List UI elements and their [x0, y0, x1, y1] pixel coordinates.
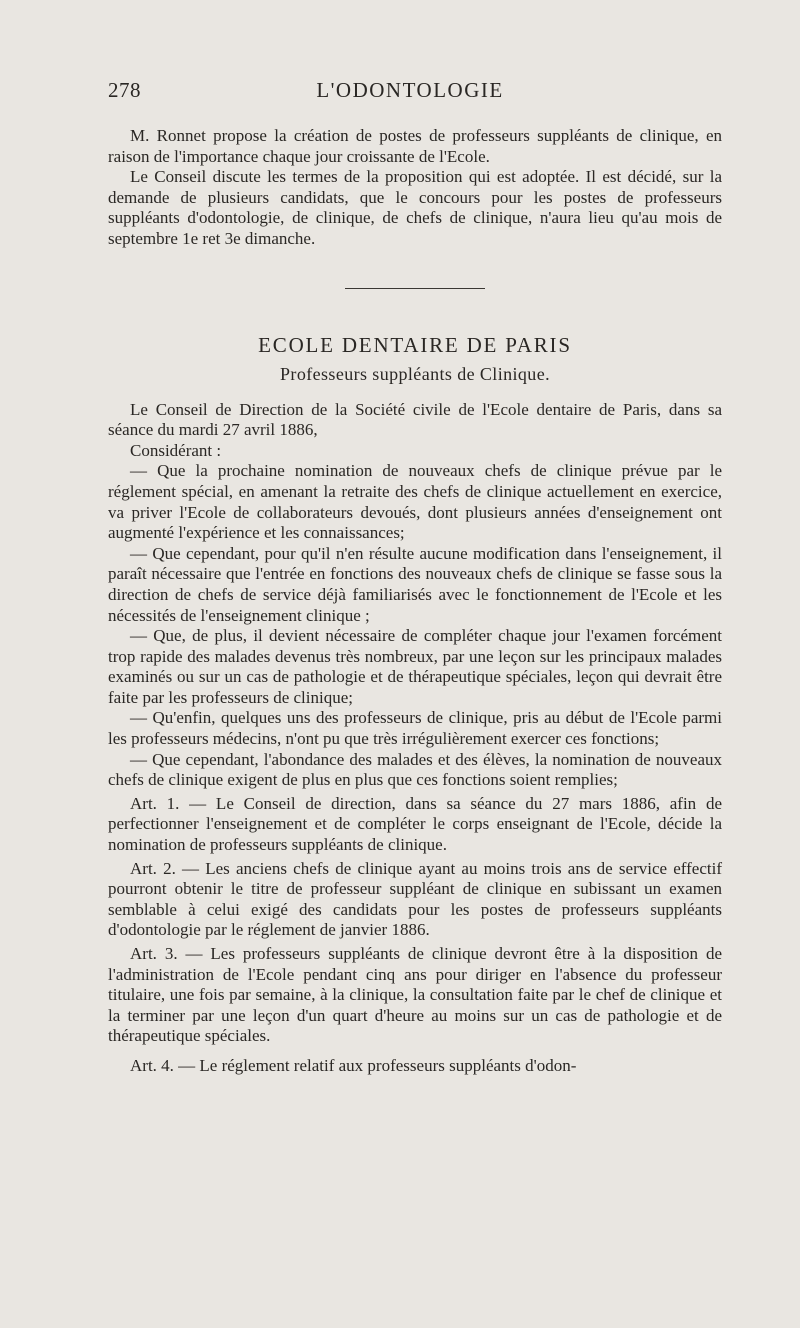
considerant-3: — Que, de plus, il devient nécessaire de compléter chaque jour l'examen forcément trop rapide des malades devenus très nombreux, par une leçon sur les principaux malades examinés ou sur un cas de pathologie et de thérapeutique spéciales, leçon qui devrait être faite par les professeurs de clinique; — [108, 626, 722, 707]
section-divider — [345, 288, 485, 289]
article-3: Art. 3. — Les professeurs suppléants de clinique devront être à la disposition de l'administration de l'Ecole pendant cinq ans pour diriger en l'absence du professeur titulaire, une fois par semaine, à la clinique, la consultation faite par le chef de clinique et la terminer par une leçon d'un quart d'heure au moins sur un cas de pathologie et de thérapeutique spéciales. — [108, 944, 722, 1046]
considerant-2: — Que cependant, pour qu'il n'en résulte aucune modification dans l'enseignement, il paraît nécessaire que l'entrée en fonctions des nouveaux chefs de clinique se fasse sous la direction de chefs de service déjà familiarisés avec le fonctionnement de l'Ecole et les nécessités de l'enseignement clinique ; — [108, 543, 722, 625]
page-number: 278 — [108, 78, 141, 102]
book-page — [108, 78, 722, 1077]
running-title: L'ODONTOLOGIE — [316, 78, 504, 102]
intro-paragraph-1: M. Ronnet propose la création de postes de professeurs suppléants de clinique, en raison de l'importance chaque jour croissante de l'Ecole. — [108, 126, 722, 166]
considerant-1: — Que la prochaine nomination de nouveaux chefs de clinique prévue par le réglement spécial, en amenant la retraite des chefs de clinique actuellement en exercice, va priver l'Ecole de collaborateurs devoués, dont plusieurs années d'enseignement ont augmenté l'expérience et les connaissances; — [108, 461, 722, 543]
article-1: Art. 1. — Le Conseil de direction, dans sa séance du 27 mars 1886, afin de perfectionner l'enseignement et de compléter le corps enseignant de l'Ecole, décide la nomination de professeurs suppléants de clinique. — [108, 793, 722, 855]
section-title: ECOLE DENTAIRE DE PARIS — [258, 332, 572, 357]
considerant-label: Considérant : — [130, 440, 222, 460]
section-subtitle: Professeurs suppléants de Clinique. — [280, 363, 550, 384]
decree-opening: Le Conseil de Direction de la Société civile de l'Ecole dentaire de Paris, dans sa séance du mardi 27 avril 1886, — [108, 399, 722, 440]
article-4: Art. 4. — Le réglement relatif aux professeurs suppléants d'odon- — [130, 1055, 577, 1075]
page-header — [108, 78, 722, 118]
considerant-5: — Que cependant, l'abondance des malades et des élèves, la nomination de nouveaux chefs de clinique exigent de plus en plus que ces fonctions soient remplies; — [108, 749, 722, 790]
intro-paragraph-2: Le Conseil discute les termes de la proposition qui est adoptée. Il est décidé, sur la demande de plusieurs candidats, que le concours pour les postes de professeurs suppléants d'odontologie, de clinique, de chefs de clinique, n'aura lieu qu'au mois de septembre 1e ret 3e dimanche. — [108, 167, 722, 248]
article-2: Art. 2. — Les anciens chefs de clinique ayant au moins trois ans de service effectif pourront obtenir le titre de professeur suppléant de clinique en subissant un examen semblable à celui exigé des candidats pour les postes de professeurs suppléants d'odontologie par le réglement de janvier 1886. — [108, 858, 722, 940]
considerant-4: — Qu'enfin, quelques uns des professeurs de clinique, pris au début de l'Ecole parmi les professeurs médecins, n'ont pu que très irrégulièrement exercer ces fonctions; — [108, 708, 722, 749]
